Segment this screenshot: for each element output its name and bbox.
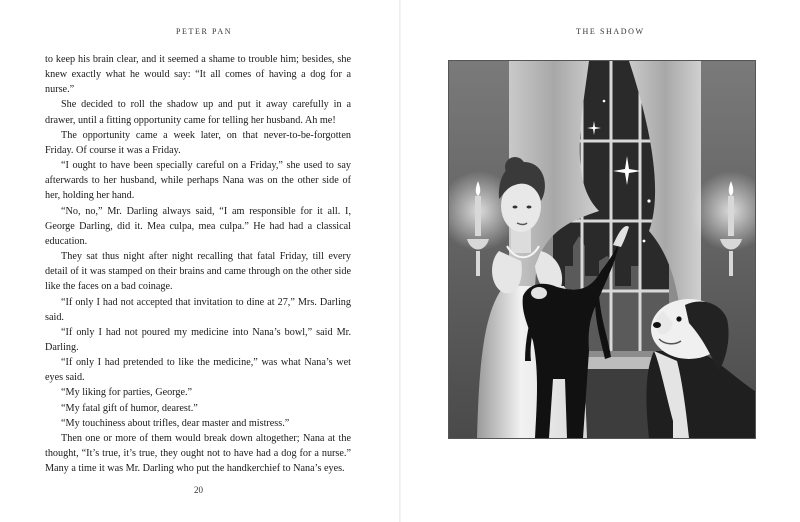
paragraph: “My fatal gift of humor, dearest.”: [61, 402, 198, 414]
paragraph: “My touchiness about trifles, dear master and mistress.”: [61, 417, 290, 429]
paragraph: They sat thus night after night recalling that fatal Friday, till every detail of it was stamped on their brains and came through on the other side like the faces on a bad coinage.: [45, 251, 351, 293]
paragraph: She decided to roll the shadow up and put it away carefully in a drawer, until a fitting opportunity came for telling her husband. Ah me!: [45, 99, 351, 126]
page-number: 20: [194, 485, 203, 495]
paragraph: “If only I had not accepted that invitation to dine at 27,” Mrs. Darling said.: [45, 296, 351, 323]
paragraph: “If only I had not poured my medicine into Nana’s bowl,” said Mr. Darling.: [45, 326, 351, 353]
illustration: [448, 60, 756, 439]
paragraph: “No, no,” Mr. Darling always said, “I am responsible for it all. I, George Darling, did it. Mea culpa, mea culpa.” He had had a classical education.: [45, 205, 351, 247]
paragraph: to keep his brain clear, and it seemed a shame to trouble him; besides, she knew exactly what he would say: “It all comes of having a dog for a nurse.”: [45, 54, 351, 96]
paragraph: “I ought to have been specially careful on a Friday,” she used to say afterwards to her husband, while perhaps Nana was on the other side of her, holding her hand.: [45, 160, 351, 202]
woman-hand-left: [531, 287, 547, 299]
running-head-left: PETER PAN: [176, 27, 233, 36]
body-text: [45, 52, 351, 476]
paragraph: The opportunity came a week later, on that never-to-be-forgotten Friday. Of course it was a Friday.: [45, 129, 351, 156]
right-page: [400, 0, 800, 522]
running-head-right: THE SHADOW: [576, 27, 645, 36]
paragraph: “My liking for parties, George.”: [61, 387, 193, 399]
paragraph: Then one or more of them would break down altogether; Nana at the thought, “It’s true, it’s true, they ought not to have had a dog for a nurse.” Many a time it was Mr. Darling who put the handkerchief to Nana’s eyes.: [45, 432, 351, 475]
paragraph: “If only I had pretended to like the medicine,” was what Nana’s wet eyes said.: [45, 357, 351, 384]
